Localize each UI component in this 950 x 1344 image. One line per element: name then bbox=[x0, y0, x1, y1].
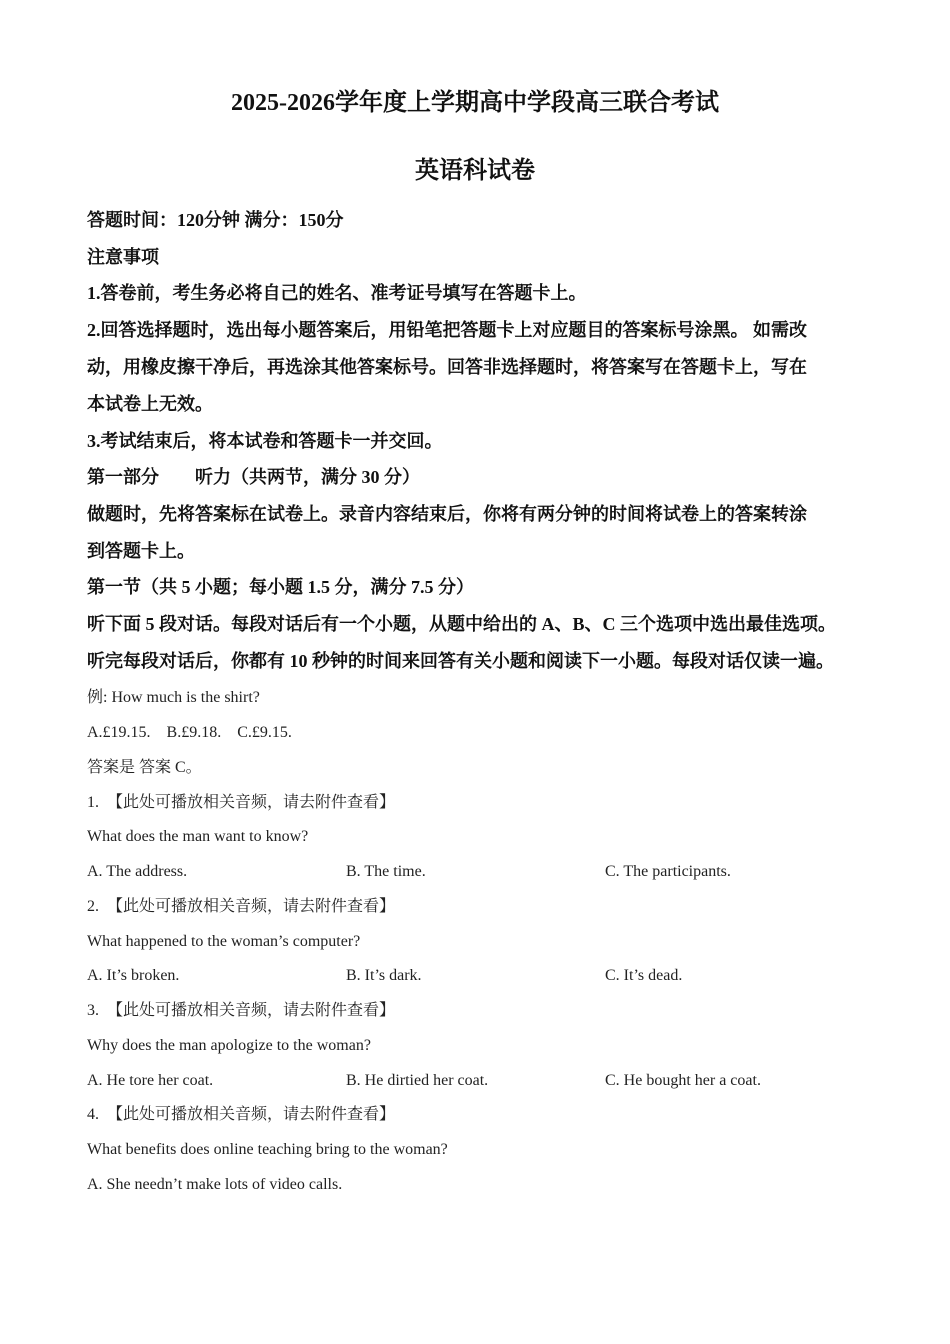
part1-label: 第一部分 bbox=[87, 467, 159, 487]
question-4-audio-line bbox=[87, 1104, 887, 1126]
part1-heading bbox=[87, 466, 887, 488]
question-3-option-c: C. He bought her a coat. bbox=[605, 1072, 761, 1089]
question-4-option-a: A. She needn’t make lots of video calls. bbox=[87, 1176, 343, 1193]
notice-item-2-line-1: 2.回答选择题时，选出每小题答案后，用铅笔把答题卡上对应题目的答案标号涂黑。 如需改 bbox=[87, 320, 807, 340]
question-2-audio-line bbox=[87, 896, 887, 918]
question-1-audio-note[interactable]: 【此处可播放相关音频，请去附件查看】 bbox=[107, 794, 396, 811]
section1-title: 第一节（共 5 小题；每小题 1.5 分，满分 7.5 分） bbox=[87, 577, 474, 597]
question-1-text: What does the man want to know? bbox=[87, 828, 309, 845]
question-1-audio-line bbox=[87, 792, 887, 814]
question-3-option-a: A. He tore her coat. bbox=[87, 1072, 214, 1089]
question-3-audio-note[interactable]: 【此处可播放相关音频，请去附件查看】 bbox=[107, 1002, 396, 1019]
example-answer: 答案是 答案 C。 bbox=[87, 759, 202, 776]
question-2-text: What happened to the woman’s computer? bbox=[87, 933, 361, 950]
question-1-option-c: C. The participants. bbox=[605, 863, 731, 880]
question-2-option-a: A. It’s broken. bbox=[87, 967, 180, 984]
question-1-number: 1. bbox=[87, 794, 99, 811]
notice-heading: 注意事项 bbox=[87, 247, 159, 267]
question-1-option-a: A. The address. bbox=[87, 863, 188, 880]
notice-item-2-line-3: 本试卷上无效。 bbox=[87, 394, 213, 414]
question-3-option-b: B. He dirtied her coat. bbox=[346, 1072, 489, 1089]
example-question: 例: How much is the shirt? bbox=[87, 689, 260, 706]
question-2-audio-note[interactable]: 【此处可播放相关音频，请去附件查看】 bbox=[107, 898, 396, 915]
question-4-number: 4. bbox=[87, 1106, 99, 1123]
question-3-number: 3. bbox=[87, 1002, 99, 1019]
notice-item-1: 1.答卷前，考生务必将自己的姓名、准考证号填写在答题卡上。 bbox=[87, 283, 587, 303]
notice-item-3: 3.考试结束后，将本试卷和答题卡一并交回。 bbox=[87, 431, 443, 451]
question-3-text: Why does the man apologize to the woman? bbox=[87, 1037, 371, 1054]
example-options: A.£19.15. B.£9.18. C.£9.15. bbox=[87, 724, 292, 741]
exam-title: 2025-2026学年度上学期高中学段高三联合考试 bbox=[231, 90, 719, 116]
part1-instruction-line-1: 做题时，先将答案标在试卷上。录音内容结束后，你将有两分钟的时间将试卷上的答案转涂 bbox=[87, 504, 807, 524]
section1-instruction-line-1: 听下面 5 段对话。每段对话后有一个小题，从题中给出的 A、B、C 三个选项中选出最佳选项。 bbox=[87, 614, 836, 634]
question-3-audio-line bbox=[87, 1000, 887, 1022]
question-4-text: What benefits does online teaching bring to the woman? bbox=[87, 1141, 448, 1158]
exam-subtitle: 英语科试卷 bbox=[415, 158, 535, 184]
question-2-option-b: B. It’s dark. bbox=[346, 967, 422, 984]
question-2-option-c: C. It’s dead. bbox=[605, 967, 683, 984]
notice-item-2-line-2: 动，用橡皮擦干净后，再选涂其他答案标号。回答非选择题时，将答案写在答题卡上，写在 bbox=[87, 357, 807, 377]
section1-instruction-line-2: 听完每段对话后，你都有 10 秒钟的时间来回答有关小题和阅读下一小题。每段对话仅读一遍。 bbox=[87, 651, 834, 671]
question-2-number: 2. bbox=[87, 898, 99, 915]
part1-title: 听力（共两节，满分 30 分） bbox=[195, 467, 420, 487]
exam-info: 答题时间：120分钟 满分：150分 bbox=[87, 210, 344, 230]
part1-instruction-line-2: 到答题卡上。 bbox=[87, 541, 195, 561]
question-4-audio-note[interactable]: 【此处可播放相关音频，请去附件查看】 bbox=[107, 1106, 396, 1123]
question-1-option-b: B. The time. bbox=[346, 863, 426, 880]
